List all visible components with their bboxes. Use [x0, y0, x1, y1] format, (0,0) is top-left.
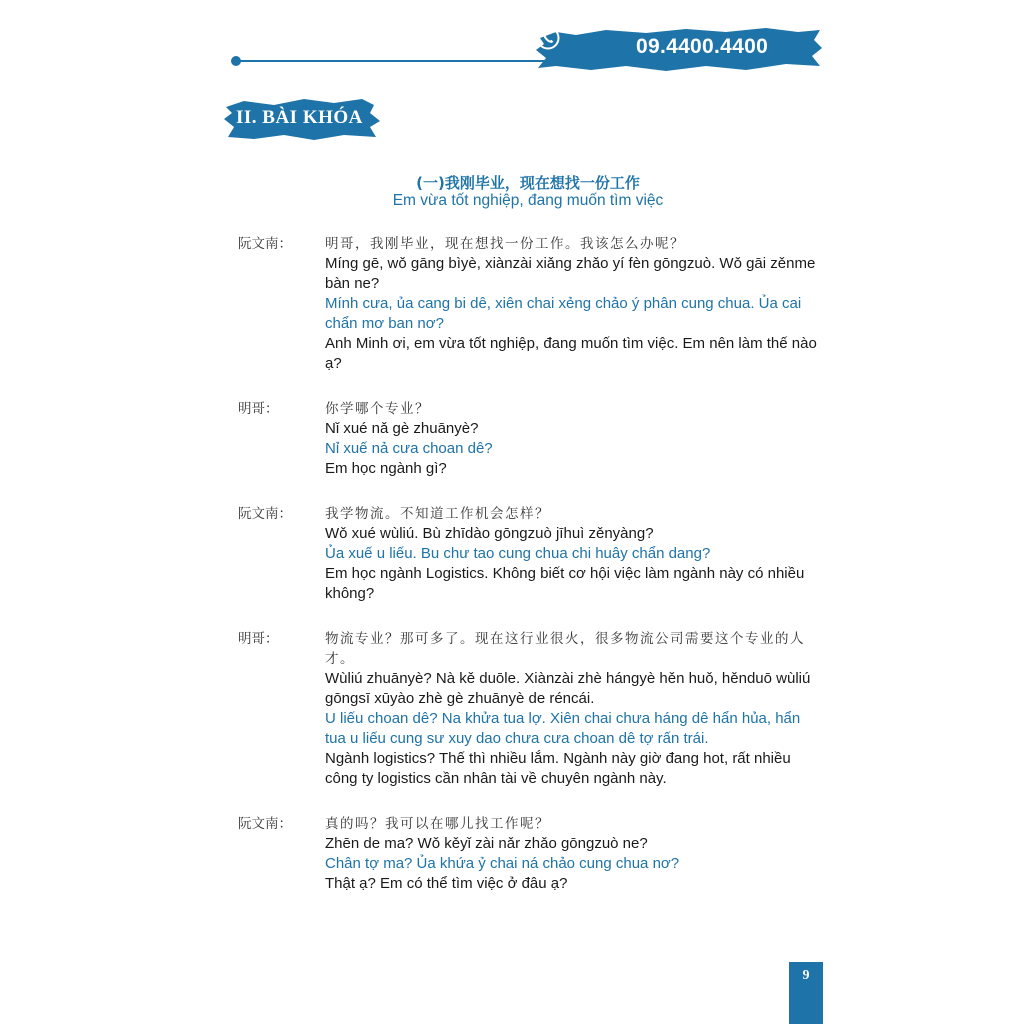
pinyin-line: Míng gē, wǒ gāng bìyè, xiànzài xiǎng zhǎo yí fèn gōngzuò. Wǒ gāi zěnme bàn ne? [325, 255, 816, 292]
pinyin-line: Nǐ xué nǎ gè zhuānyè? [325, 420, 479, 437]
vietnamese-line: Anh Minh ơi, em vừa tốt nghiệp, đang muốn tìm việc. Em nên làm thế nào ạ? [325, 335, 817, 372]
dialogue [238, 234, 818, 919]
section-banner [224, 97, 380, 141]
page-number-tab [789, 962, 823, 1024]
chinese-line: 真的吗？我可以在哪儿找工作呢？ [325, 816, 550, 832]
vietnamese-line: Em học ngành gì? [325, 460, 447, 477]
dialogue-turn [238, 629, 818, 789]
phonetic-line: Ủa xuế u liếu. Bu chư tao cung chua chi huây chẩn dang? [325, 545, 711, 562]
dialogue-turn [238, 504, 818, 604]
lesson-title-chinese: (一)我刚毕业，现在想找一份工作 [416, 174, 640, 192]
phonetic-line: Chân tợ ma? Ủa khứa ỷ chai ná chảo cung chua nơ? [325, 855, 680, 872]
phonetic-line: U liếu choan dê? Na khửa tua lợ. Xiên chai chưa háng dê hẩn hủa, hẩn tua u liếu cung sư xuy dao chưa cưa choan dê tợ rấn trái. [325, 710, 801, 747]
section-title: II. BÀI KHÓA [236, 107, 363, 128]
phone-icon [536, 26, 560, 50]
speaker-name: 明哥： [238, 631, 279, 647]
dialogue-turn [238, 399, 818, 479]
chinese-line: 你学哪个专业？ [325, 401, 430, 417]
pinyin-line: Wǒ xué wùliú. Bù zhīdào gōngzuò jīhuì zěnyàng? [325, 525, 654, 542]
speaker-name: 阮文南： [238, 506, 292, 522]
header-line [236, 60, 576, 62]
phone-number: 09.4400.4400 [636, 35, 769, 58]
chinese-line: 明哥，我刚毕业，现在想找一份工作。我该怎么办呢？ [325, 236, 685, 252]
pinyin-line: Wùliú zhuānyè? Nà kě duōle. Xiànzài zhè hángyè hěn huǒ, hěnduō wùliú gōngsī xūyào zhè gè zhuānyè de réncái. [325, 670, 811, 707]
speaker-name: 阮文南： [238, 816, 292, 832]
pinyin-line: Zhēn de ma? Wǒ kěyǐ zài nǎr zhǎo gōngzuò ne? [325, 835, 648, 852]
speaker-name: 明哥： [238, 401, 279, 417]
lesson-title-vietnamese: Em vừa tốt nghiệp, đang muốn tìm việc [392, 192, 664, 209]
phone-banner [536, 26, 822, 72]
page-number: 9 [802, 968, 810, 983]
vietnamese-line: Thật ạ? Em có thể tìm việc ở đâu ạ? [325, 875, 568, 892]
speaker-name: 阮文南： [238, 236, 292, 252]
dialogue-turn [238, 234, 818, 374]
chinese-line: 物流专业？那可多了。现在这行业很火，很多物流公司需要这个专业的人才。 [325, 631, 805, 667]
chinese-line: 我学物流。不知道工作机会怎样？ [325, 506, 550, 522]
phonetic-line: Nỉ xuế nả cưa choan dê? [325, 440, 493, 457]
vietnamese-line: Em học ngành Logistics. Không biết cơ hội việc làm ngành này có nhiều không? [325, 565, 805, 602]
dialogue-turn [238, 814, 818, 894]
phonetic-line: Mính cưa, ủa cang bi dê, xiên chai xẻng chảo ý phân cung chua. Ủa cai chẩn mơ ban nơ? [325, 295, 802, 332]
vietnamese-line: Ngành logistics? Thế thì nhiều lắm. Ngành này giờ đang hot, rất nhiều công ty logistics cần nhân tài về chuyên ngành này. [325, 750, 791, 787]
